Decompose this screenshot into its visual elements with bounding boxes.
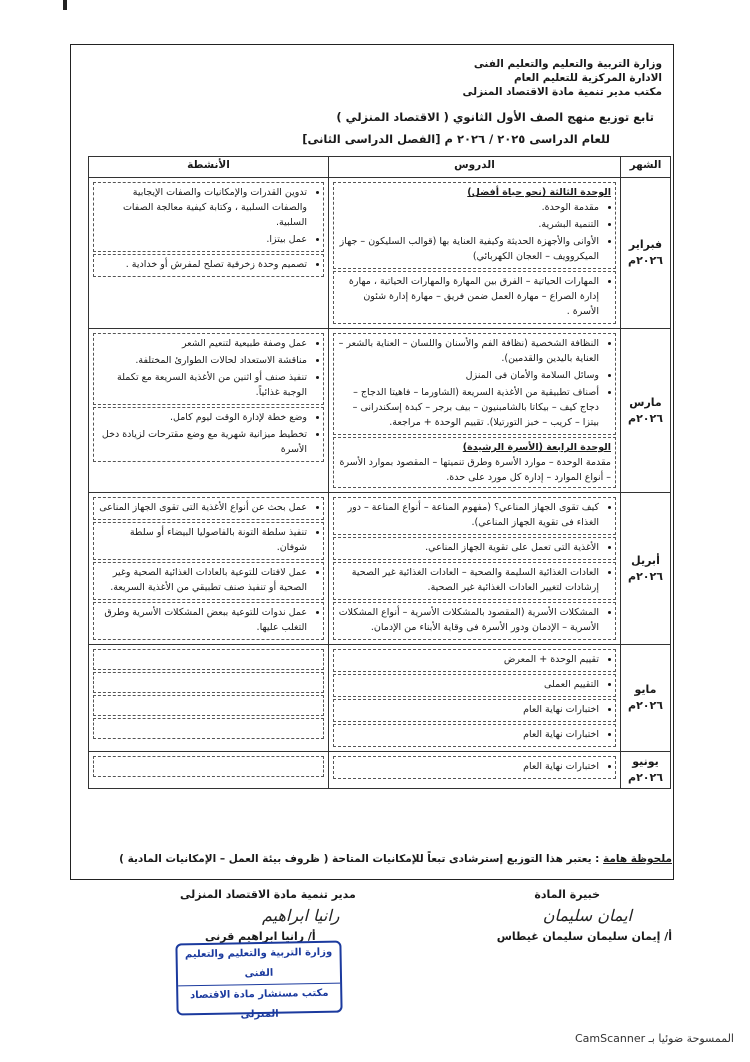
- month-february: فبراير ٢٠٢٦م: [621, 178, 671, 329]
- activity-item: • تدوين القدرات والإمكانيات والصفات الإيجابية والصفات السلبية ، وكتابة كيفية معالجة الصفات السلبية.: [98, 185, 307, 230]
- director-title: مدير تنمية مادة الاقتصاد المنزلى: [180, 888, 356, 901]
- stamp-line: وزارة التربية والتعليم والتعليم الفنى: [177, 943, 340, 987]
- lessons-february: [329, 178, 621, 329]
- row-april: [89, 493, 671, 645]
- scan-edge-mark: [63, 0, 67, 10]
- lessons-may: [329, 645, 621, 752]
- curriculum-table: [88, 156, 671, 789]
- activity-block: [93, 522, 324, 560]
- activity-item: • تصميم وحدة زخرفية تصلح لمفرش أو خدادية .: [98, 257, 307, 272]
- ministry-line: وزارة التربية والتعليم والتعليم الفنى: [473, 58, 662, 70]
- lesson-item: • النظافة الشخصية (نظافة الفم والأسنان واللسان – العناية بالشعر – العناية باليدين والقدمين).: [338, 336, 599, 366]
- activity-block-empty: [93, 649, 324, 670]
- activity-item: • عمل بحث عن أنواع الأغذية التى تقوى الجهاز المناعى: [98, 500, 307, 515]
- expert-name: أ/ إيمان سليمان سليمان غيطاس: [496, 930, 672, 943]
- important-note: [119, 853, 672, 865]
- activity-block: [93, 407, 324, 462]
- activity-block-empty: [93, 672, 324, 693]
- lesson-item: • كيف تقوى الجهاز المناعي؟ (مفهوم المناعة – أنواع المناعة – دور الغذاء فى تقوية الجهاز المناعي).: [338, 500, 599, 530]
- activity-block: [93, 562, 324, 600]
- director-name: أ/ رانيا ابراهيم قرنى: [205, 930, 316, 943]
- unit-title: الوحدة الرابعة (الأسرة الرشيدة): [462, 442, 611, 453]
- letterhead: [362, 57, 662, 99]
- month-may: مايو ٢٠٢٦م: [621, 645, 671, 752]
- lesson-item: مقدمة الوحدة – موارد الأسرة وطرق تنميتها – المقصود بموارد الأسرة – أنواع الموارد – إدارة كل مورد على حدة.: [339, 457, 611, 483]
- activity-item: • عمل لافتات للتوعية بالعادات الغذائية الصحية وغير الصحية أو تنفيذ صنف تطبيقي من الأغذية السريعة.: [98, 565, 307, 595]
- lesson-item: • التنمية البشرية.: [338, 217, 599, 232]
- lesson-item: • المشكلات الأسرية (المقصود بالمشكلات الأسرية – أنواع المشكلات الأسرية – الإدمان ودور الأسرة فى وقاية الأبناء من الإدمان.: [338, 605, 599, 635]
- lesson-block: [333, 497, 616, 535]
- activity-block: [93, 182, 324, 252]
- row-february: [89, 178, 671, 329]
- lesson-block: [333, 537, 616, 560]
- activity-block: [93, 497, 324, 520]
- row-may: [89, 645, 671, 752]
- activity-item: • عمل ندوات للتوعية ببعض المشكلات الأسرية وطرق التغلب عليها.: [98, 605, 307, 635]
- activities-april: [89, 493, 329, 645]
- expert-title: خبيرة المادة: [534, 888, 600, 901]
- lesson-item: • وسائل السلامة والأمان فى المنزل: [338, 368, 599, 383]
- lesson-item: • العادات الغذائية السليمة والصحية – العادات الغذائية غير الصحية إرشادات لتغيير العادات الغذائية غير الصحية.: [338, 565, 599, 595]
- activity-block-empty: [93, 756, 324, 777]
- activities-may: [89, 645, 329, 752]
- lesson-block: [333, 674, 616, 697]
- month-april: أبريل ٢٠٢٦م: [621, 493, 671, 645]
- activity-item: • تنفيذ سلطة التونة بالفاصوليا البيضاء أو سلطة شوفان.: [98, 525, 307, 555]
- activity-item: • تنفيذ صنف أو اثنين من الأغذية السريعة مع تكملة الوجبة غذائياً.: [98, 370, 307, 400]
- lesson-item: • اختبارات نهاية العام: [338, 702, 599, 717]
- note-label: ملحوظة هامة: [603, 853, 672, 865]
- lesson-block: [333, 182, 616, 269]
- activity-block: [93, 333, 324, 405]
- month-march: مارس ٢٠٢٦م: [621, 329, 671, 493]
- lesson-block: [333, 649, 616, 672]
- director-signature: رانيا ابراهيم: [262, 906, 340, 925]
- lesson-block: [333, 271, 616, 324]
- lesson-item: • التقييم العملى: [338, 677, 599, 692]
- stamp-line: مكتب مستشار مادة الاقتصاد المنزلى: [189, 987, 329, 1021]
- activity-item: • مناقشة الاستعداد لحالات الطوارئ المختلفة.: [98, 353, 307, 368]
- lesson-block: [333, 562, 616, 600]
- lesson-item: • اختبارات نهاية العام: [338, 727, 599, 742]
- lesson-item: • المهارات الحياتية – الفرق بين المهارة والمهارات الحياتية ، مهارة إدارة الصراع – مهارة العمل ضمن فريق – مهارة إدارة شئون الأسرة .: [338, 274, 599, 319]
- scanner-watermark: الممسوحة ضوئيا بـ CamScanner: [574, 1032, 734, 1045]
- activity-item: • عمل وصفة طبيعية لتنعيم الشعر: [98, 336, 307, 351]
- lesson-item: • الأوانى والأجهزة الحديثة وكيفية العناية بها (قوالب السليكون – جهاز الميكروويف – العجان الكهربائي): [338, 234, 599, 264]
- lesson-item: • مقدمة الوحدة.: [338, 200, 599, 215]
- lessons-june: [329, 752, 621, 789]
- month-june: يونيو ٢٠٢٦م: [621, 752, 671, 789]
- activity-block-empty: [93, 695, 324, 716]
- lesson-block: [333, 756, 616, 779]
- lesson-item: • اختبارات نهاية العام: [338, 759, 599, 774]
- unit-title: الوحدة الثالثة (نحو حياة أفضل): [467, 187, 611, 198]
- lesson-block: [333, 699, 616, 722]
- lesson-block: [333, 724, 616, 747]
- activity-block-empty: [93, 718, 324, 739]
- lessons-march: [329, 329, 621, 493]
- lessons-april: [329, 493, 621, 645]
- document-title: تابع توزيع منهج الصف الأول الثانوي ( الاقتصاد المنزلي ): [336, 110, 654, 124]
- admin-line: الادارة المركزية للتعليم العام: [513, 72, 662, 84]
- lesson-block: [333, 333, 616, 435]
- expert-signature: ايمان سليمان: [542, 906, 632, 925]
- activities-march: [89, 329, 329, 493]
- document-subtitle: للعام الدراسى ٢٠٢٥ / ٢٠٢٦ م [الفصل الدراسى الثانى]: [302, 132, 610, 146]
- lesson-item: • الأغذية التى تعمل على تقوية الجهاز المناعي.: [338, 540, 599, 555]
- activity-block: [93, 254, 324, 277]
- lesson-item: • تقييم الوحدة + المعرض: [338, 652, 599, 667]
- lesson-block: [333, 437, 616, 488]
- office-stamp: [175, 941, 342, 1021]
- row-june: [89, 752, 671, 789]
- row-march: [89, 329, 671, 493]
- activity-item: • عمل بيتزا.: [98, 232, 307, 247]
- note-text: : يعتبر هذا التوزيع إسترشادى تبعاً للإمكانيات المتاحة ( ظروف بيئة العمل – الإمكانيات المادية ): [119, 853, 600, 865]
- activity-item: • وضع خطة لإدارة الوقت ليوم كامل.: [98, 410, 307, 425]
- lesson-item: • أصناف تطبيقية من الأغذية السريعة (الشاورما – فاهيتا الدجاج – دجاج كيف – بيكاتا بالشامبنيون – بيف برجر – كبدة إسكندرانى – بيتزا – كريب – خبز التورتيلا). تقييم الوحدة + مراجعة.: [338, 385, 599, 430]
- activities-june: [89, 752, 329, 789]
- lesson-block: [333, 602, 616, 640]
- activities-february: [89, 178, 329, 329]
- activity-item: • تخطيط ميزانية شهرية مع وضع مقترحات لزيادة دخل الأسرة: [98, 427, 307, 457]
- header-lessons: الدروس: [329, 157, 621, 178]
- header-activities: الأنشطة: [89, 157, 329, 178]
- office-line: مكتب مدير تنمية مادة الاقتصاد المنزلى: [462, 86, 662, 98]
- header-month: الشهر: [621, 157, 671, 178]
- activity-block: [93, 602, 324, 640]
